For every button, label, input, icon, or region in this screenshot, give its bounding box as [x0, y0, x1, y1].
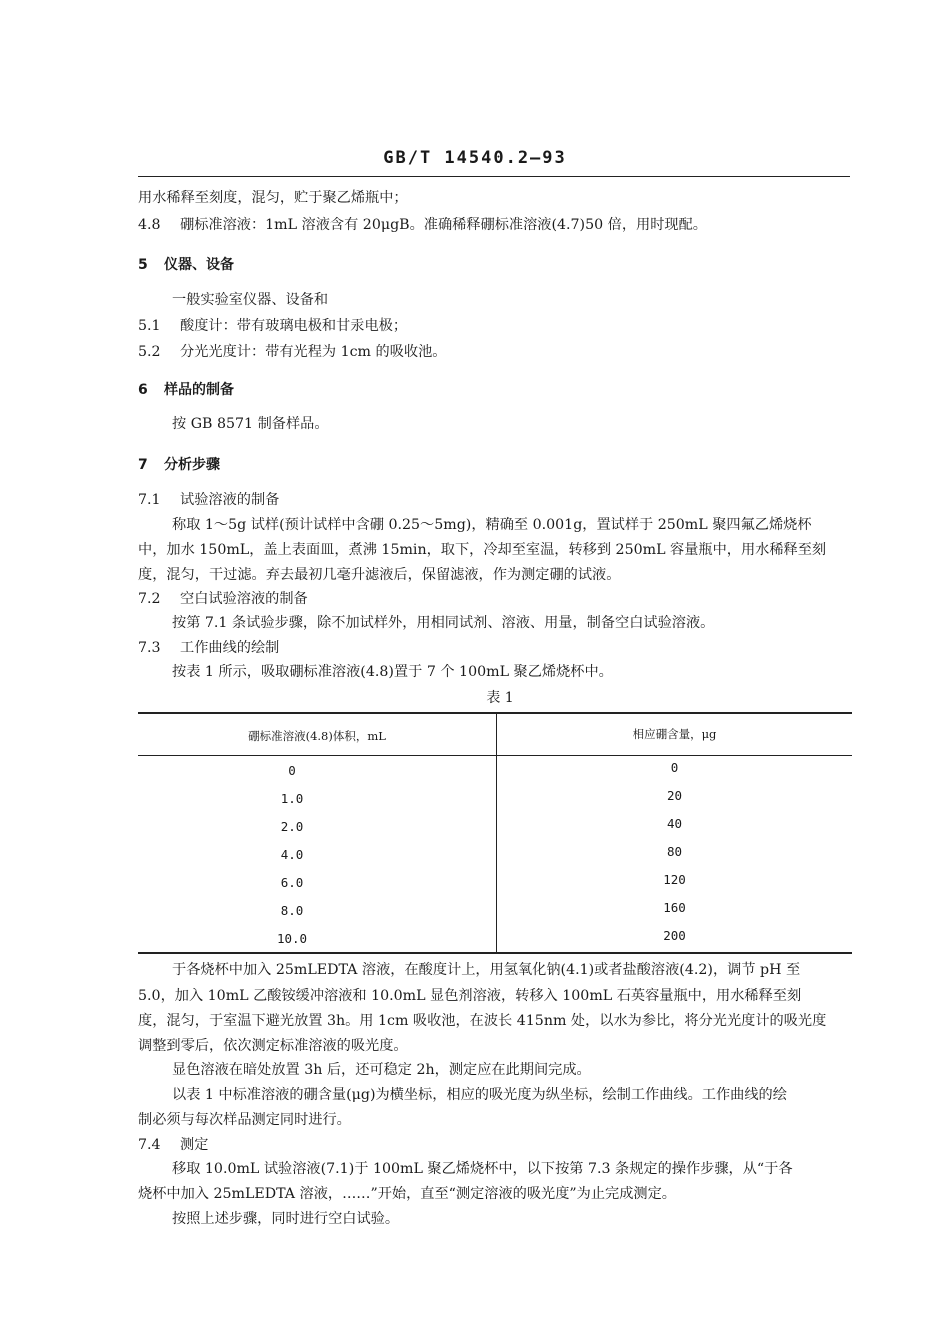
table-column-divider — [496, 713, 497, 952]
clause-text: 硼标准溶液：1mL 溶液含有 20μgB。准确稀释硼标准溶液(4.7)50 倍，用时现配。 — [180, 217, 707, 233]
table-cell-volume: 6.0 — [280, 875, 304, 890]
clause-number: 7.3 — [138, 640, 161, 656]
paragraph-line: 调整到零后，依次测定标准溶液的吸光度。 — [138, 1038, 408, 1054]
table-cell-volume: 10.0 — [276, 931, 308, 946]
clause-number: 5.2 — [138, 344, 161, 360]
clause-number: 7.2 — [138, 591, 161, 607]
paragraph-line: 中，加水 150mL，盖上表面皿，煮沸 15min，取下，冷却至室温，转移到 250mL 容量瓶中，用水稀释至刻 — [138, 542, 827, 558]
section-title: 仪器、设备 — [164, 257, 234, 273]
clause-title: 测定 — [180, 1137, 209, 1153]
section-6-heading — [138, 380, 234, 400]
clause-5-1 — [138, 316, 407, 336]
paragraph-line: 按第 7.1 条试验步骤，除不加试样外，用相同试剂、溶液、用量，制备空白试验溶液。 — [172, 615, 715, 631]
paragraph-line: 于各烧杯中加入 25mLEDTA 溶液，在酸度计上，用氢氧化钠(4.1)或者盐酸溶液(4.2)，调节 pH 至 — [172, 962, 801, 978]
clause-7-2 — [138, 589, 308, 609]
table-header-rule — [138, 755, 852, 756]
table-bottom-rule — [138, 952, 852, 954]
paragraph-line: 显色溶液在暗处放置 3h 后，还可稳定 2h，测定应在此期间完成。 — [172, 1062, 591, 1078]
section-title: 分析步骤 — [164, 457, 220, 473]
clause-title: 试验溶液的制备 — [180, 492, 280, 508]
table-top-rule — [138, 712, 852, 714]
paragraph-line: 5.0，加入 10mL 乙酸铵缓冲溶液和 10.0mL 显色剂溶液，转移入 100mL 石英容量瓶中，用水稀释至刻 — [138, 988, 802, 1004]
standard-number: GB/T 14540.2—93 — [383, 148, 567, 168]
section-title: 样品的制备 — [164, 382, 234, 398]
table-cell-volume: 8.0 — [280, 903, 304, 918]
table-cell-content: 200 — [663, 928, 686, 943]
paragraph-line: 移取 10.0mL 试验溶液(7.1)于 100mL 聚乙烯烧杯中，以下按第 7.3 条规定的操作步骤，从“于各 — [172, 1161, 793, 1177]
clause-5-2 — [138, 342, 446, 362]
clause-title: 工作曲线的绘制 — [180, 640, 280, 656]
clause-number: 7.1 — [138, 492, 161, 508]
section-7-heading — [138, 455, 220, 475]
section-number: 7 — [138, 457, 148, 473]
table-caption: 表 1 — [486, 690, 514, 706]
paragraph-line: 度，混匀，干过滤。弃去最初几毫升滤液后，保留滤液，作为测定硼的试液。 — [138, 567, 621, 583]
clause-text: 酸度计：带有玻璃电极和甘汞电极； — [180, 318, 408, 334]
table-cell-volume: 2.0 — [280, 819, 304, 834]
table-header-content: 相应硼含量，μg — [632, 727, 717, 741]
table-cell-volume: 4.0 — [280, 847, 304, 862]
paragraph-line: 度，混匀，于室温下避光放置 3h。用 1cm 吸收池，在波长 415nm 处，以水为参比，将分光光度计的吸光度 — [138, 1013, 827, 1029]
section-6-text: 按 GB 8571 制备样品。 — [172, 416, 329, 432]
table-cell-volume: 0 — [288, 763, 296, 778]
paragraph-line: 按表 1 所示，吸取硼标准溶液(4.8)置于 7 个 100mL 聚乙烯烧杯中。 — [172, 664, 613, 680]
paragraph-line: 以表 1 中标准溶液的硼含量(μg)为横坐标，相应的吸光度为纵坐标，绘制工作曲线。工作曲线的绘 — [172, 1087, 787, 1103]
clause-7-4 — [138, 1135, 208, 1155]
paragraph-continuation: 用水稀释至刻度，混匀，贮于聚乙烯瓶中； — [138, 190, 408, 206]
header-rule — [138, 176, 850, 177]
clause-7-3 — [138, 638, 279, 658]
table-cell-content: 0 — [670, 760, 679, 775]
table-cell-content: 20 — [666, 788, 683, 803]
paragraph-line: 制必须与每次样品测定同时进行。 — [138, 1112, 351, 1128]
clause-number: 7.4 — [138, 1137, 161, 1153]
table-cell-content: 120 — [663, 872, 686, 887]
clause-title: 空白试验溶液的制备 — [180, 591, 308, 607]
clause-text: 分光光度计：带有光程为 1cm 的吸收池。 — [180, 344, 447, 360]
section-5-intro: 一般实验室仪器、设备和 — [172, 292, 329, 308]
clause-number: 4.8 — [138, 217, 161, 233]
clause-7-1 — [138, 490, 279, 510]
clause-number: 5.1 — [138, 318, 161, 334]
table-cell-content: 160 — [663, 900, 686, 915]
table-cell-volume: 1.0 — [280, 791, 304, 806]
paragraph-line: 称取 1～5g 试样(预计试样中含硼 0.25～5mg)，精确至 0.001g，置试样于 250mL 聚四氟乙烯烧杯 — [172, 517, 812, 533]
section-number: 5 — [138, 257, 148, 273]
section-5-heading — [138, 255, 234, 275]
paragraph-line: 按照上述步骤，同时进行空白试验。 — [172, 1211, 400, 1227]
table-header-volume: 硼标准溶液(4.8)体积，mL — [248, 729, 386, 743]
table-cell-content: 40 — [666, 816, 683, 831]
paragraph-line: 烧杯中加入 25mLEDTA 溶液，……”开始，直至“测定溶液的吸光度”为止完成测定。 — [138, 1186, 676, 1202]
table-cell-content: 80 — [666, 844, 683, 859]
clause-4-8 — [138, 215, 707, 235]
section-number: 6 — [138, 382, 148, 398]
